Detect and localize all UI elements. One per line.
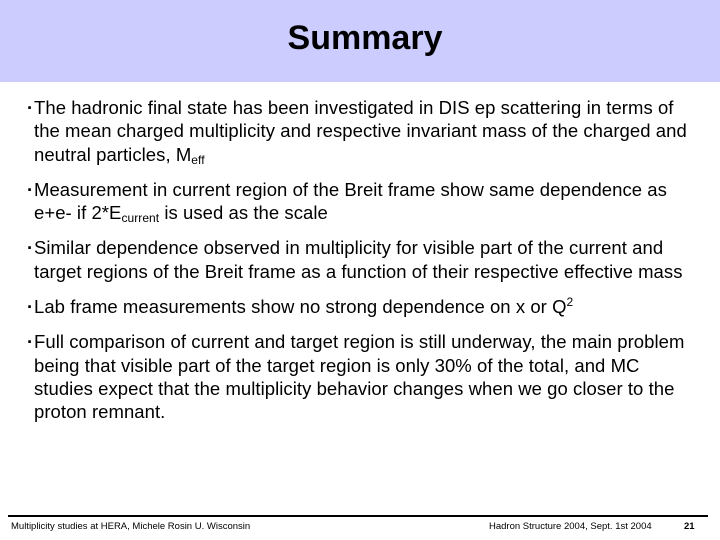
bullet-text: Lab frame measurements show no strong dependence on x or Q [34, 296, 567, 318]
slide-title: Summary [287, 19, 443, 57]
bullet-item [27, 96, 697, 166]
bullet-text-tail: is used as the scale [159, 202, 328, 224]
subscript: current [121, 211, 160, 226]
footer-divider [8, 515, 708, 517]
superscript: 2 [566, 295, 574, 310]
bullet-item [27, 330, 697, 423]
bullet-item [27, 295, 697, 318]
subscript: eff [191, 152, 205, 167]
bullet-marker: · [27, 237, 34, 259]
page-number: 21 [684, 521, 695, 532]
footer-right-text: Hadron Structure 2004, Sept. 1st 2004 [489, 521, 652, 532]
bullet-marker: · [27, 296, 34, 318]
bullet-list [27, 96, 697, 436]
footer-left-text: Multiplicity studies at HERA, Michele Rosin U. Wisconsin [11, 521, 251, 532]
bullet-item [27, 236, 697, 283]
bullet-text: Similar dependence observed in multiplicity for visible part of the current and target regions of the Breit frame as a function of their respective effective mass [34, 237, 683, 282]
bullet-text: Full comparison of current and target region is still underway, the main problem being that visible part of the target region is only 30% of the total, and MC studies expect that the multiplicity behavior changes when we go closer to the proton remnant. [34, 331, 685, 423]
bullet-marker: · [27, 331, 34, 353]
bullet-marker: · [27, 97, 34, 118]
bullet-marker: · [27, 178, 34, 200]
bullet-item [27, 178, 697, 225]
bullet-text: Measurement in current region of the Breit frame show same dependence as e+e- if 2*E [34, 178, 667, 224]
bullet-text: The hadronic final state has been investigated in DIS ep scattering in terms of the mean charged multiplicity and respective invariant mass of the charged and neutral particles, M [34, 97, 687, 165]
